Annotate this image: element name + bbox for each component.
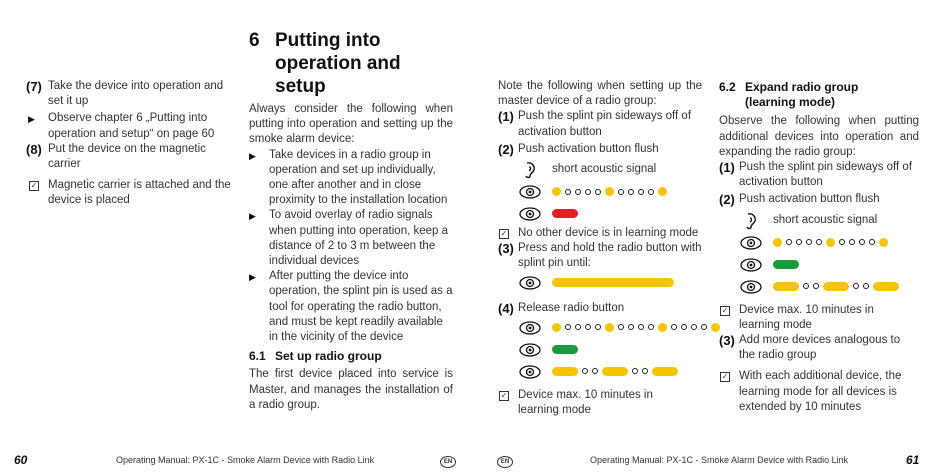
- led-green-bar: [552, 345, 578, 354]
- eye-icon: [739, 256, 763, 274]
- section-text: The first device placed into service is Master, and manages the installation of a radio group.: [249, 368, 453, 411]
- led-pattern-row: [719, 233, 919, 255]
- led-pattern: [552, 278, 674, 287]
- led-flash: [658, 323, 667, 332]
- led-pattern: [552, 187, 667, 196]
- led-pattern-row: [719, 277, 919, 299]
- led-yellow-bar: [602, 367, 628, 376]
- step-number: (3): [719, 333, 735, 349]
- led-flash: [552, 323, 561, 332]
- eye-icon: [739, 234, 763, 252]
- led-yellow-bar: [652, 367, 678, 376]
- chapter-intro: Always consider the following when putting into operation and setting up the smoke alarm device:: [249, 103, 453, 146]
- section-heading: [719, 80, 919, 110]
- led-pause: [803, 283, 809, 289]
- led-yellow-bar: [552, 278, 674, 287]
- eye-icon: [518, 341, 542, 359]
- language-badge-right: EN: [497, 456, 513, 468]
- led-flash: [605, 323, 614, 332]
- bullet-item: [28, 111, 233, 141]
- led-pause: [618, 189, 624, 195]
- led-pattern-row: [498, 182, 702, 204]
- led-pause: [638, 189, 644, 195]
- led-pause: [592, 368, 598, 374]
- step-3: [498, 241, 702, 271]
- checkbox-icon: ✓: [721, 372, 729, 382]
- step-number: (2): [498, 141, 514, 157]
- led-yellow-bar: [773, 282, 799, 291]
- led-yellow-bar: [823, 282, 849, 291]
- led-yellow-bar: [873, 282, 899, 291]
- ear-icon: [739, 212, 763, 230]
- eye-icon: [518, 363, 542, 381]
- step-number: (4): [498, 300, 514, 316]
- check-text: Device max. 10 minutes in learning mode: [518, 388, 653, 417]
- step-number: (1): [498, 109, 514, 125]
- check-item: [719, 369, 919, 415]
- eye-icon: [518, 274, 542, 292]
- step-text: Push activation button flush: [739, 193, 880, 206]
- led-pause: [585, 189, 591, 195]
- check-item: [28, 178, 233, 208]
- step-text: Put the device on the magnetic carrier: [48, 142, 206, 171]
- step-number: (7): [26, 79, 42, 94]
- led-pause: [681, 324, 687, 330]
- checkbox-icon: ✓: [721, 305, 729, 315]
- step-4: [498, 301, 702, 316]
- led-pattern: [773, 238, 888, 247]
- led-pause: [853, 283, 859, 289]
- led-pause: [648, 189, 654, 195]
- led-pause: [595, 189, 601, 195]
- checkbox-icon: ✓: [30, 181, 38, 191]
- section-number: 6.2: [719, 80, 736, 94]
- led-pause: [701, 324, 707, 330]
- section-heading: [249, 349, 453, 364]
- check-text: Magnetic carrier is attached and the device is placed: [48, 179, 231, 207]
- check-text: Device max. 10 minutes in learning mode: [739, 303, 874, 331]
- led-pause: [575, 189, 581, 195]
- step-3: [719, 333, 919, 363]
- led-pattern-row: [498, 362, 702, 384]
- right-column-2: [719, 80, 919, 415]
- led-pause: [632, 368, 638, 374]
- step-2: [719, 192, 919, 207]
- led-pause: [638, 324, 644, 330]
- led-pattern-row: [498, 340, 702, 362]
- eye-icon: [518, 205, 542, 223]
- footer-text-right: Operating Manual: PX-1C - Smoke Alarm Device with Radio Link: [590, 455, 849, 465]
- check-item: [498, 388, 702, 418]
- eye-icon: [518, 319, 542, 337]
- check-item: [498, 226, 702, 241]
- step-text: Add more devices analogous to the radio group: [739, 334, 901, 362]
- intro-text: Note the following when setting up the master device of a radio group:: [498, 80, 702, 108]
- led-pattern-row: [498, 273, 702, 295]
- ear-icon: [518, 161, 542, 179]
- led-pause: [565, 324, 571, 330]
- led-pause: [806, 239, 812, 245]
- step-2: [498, 142, 702, 157]
- intro-text: Observe the following when putting additional devices into operation and expanding the radio group:: [719, 115, 919, 158]
- led-pause: [628, 324, 634, 330]
- led-pause: [618, 324, 624, 330]
- check-item: [719, 303, 919, 333]
- step-text: Press and hold the radio button with splint pin until:: [518, 242, 702, 270]
- section-title-line2: (learning mode): [745, 95, 836, 110]
- checkbox-icon: ✓: [500, 229, 508, 239]
- chapter-heading: [249, 29, 453, 98]
- led-pause: [849, 239, 855, 245]
- step-text: Push activation button flush: [518, 142, 659, 155]
- led-pause: [648, 324, 654, 330]
- step-1: [719, 160, 919, 190]
- section-title-line1: Expand radio group: [745, 80, 859, 94]
- signal-text: short acoustic signal: [773, 213, 878, 226]
- left-column-2: [249, 29, 453, 413]
- led-pause: [595, 324, 601, 330]
- bullet-item: [249, 208, 453, 269]
- led-flash: [879, 238, 888, 247]
- step-number: (1): [719, 160, 735, 176]
- triangle-bullet-icon: ▶: [249, 272, 256, 283]
- led-pattern: [552, 345, 578, 354]
- led-pattern-row: [719, 255, 919, 277]
- triangle-bullet-icon: ▶: [28, 114, 35, 125]
- chapter-title-line1: Putting into: [275, 30, 381, 51]
- eye-icon: [739, 278, 763, 296]
- led-flash: [773, 238, 782, 247]
- led-pattern: [552, 323, 720, 332]
- led-green-bar: [773, 260, 799, 269]
- bullet-item: [249, 148, 453, 209]
- led-pause: [839, 239, 845, 245]
- chapter-title-line2: operation and setup: [275, 53, 401, 97]
- led-pause: [575, 324, 581, 330]
- led-pattern: [773, 260, 799, 269]
- led-pause: [691, 324, 697, 330]
- led-pause: [582, 368, 588, 374]
- footer-text-left: Operating Manual: PX-1C - Smoke Alarm Device with Radio Link: [116, 455, 375, 465]
- led-pause: [863, 283, 869, 289]
- eye-icon: [518, 183, 542, 201]
- led-flash: [826, 238, 835, 247]
- led-red-bar: [552, 209, 578, 218]
- step-number: (2): [719, 192, 735, 208]
- step-8: [28, 142, 233, 172]
- led-pause: [642, 368, 648, 374]
- led-flash: [605, 187, 614, 196]
- led-flash: [552, 187, 561, 196]
- step-text: Release radio button: [518, 301, 625, 314]
- signal-text: short acoustic signal: [552, 163, 657, 176]
- led-pause: [796, 239, 802, 245]
- step-number: (8): [26, 141, 42, 157]
- section-title: Set up radio group: [275, 349, 382, 364]
- bullet-text: Take devices in a radio group in operation and set up individually, one after another and in close proximity to the installation location: [269, 148, 448, 207]
- check-text: No other device is in learning mode: [518, 227, 699, 240]
- led-pause: [565, 189, 571, 195]
- led-pause: [585, 324, 591, 330]
- led-pause: [869, 239, 875, 245]
- step-number: (3): [498, 241, 514, 257]
- led-pattern: [552, 209, 578, 218]
- led-yellow-bar: [552, 367, 578, 376]
- led-pause: [786, 239, 792, 245]
- led-pattern: [773, 282, 899, 291]
- led-pause: [859, 239, 865, 245]
- step-1: [498, 109, 702, 139]
- left-column-1: [28, 79, 233, 209]
- right-column-1: [498, 79, 702, 418]
- triangle-bullet-icon: ▶: [249, 211, 256, 222]
- led-pattern-row: [498, 204, 702, 226]
- page-number-left: 60: [14, 453, 28, 467]
- check-text: With each additional device, the learning mode for all devices is extended by 10 minutes: [739, 370, 902, 413]
- section-number: 6.1: [249, 349, 266, 364]
- checkbox-icon: ✓: [500, 390, 508, 400]
- step-text: Push the splint pin sideways off of activation button: [518, 110, 692, 138]
- triangle-bullet-icon: ▶: [249, 150, 256, 161]
- page-number-right: 61: [906, 453, 920, 467]
- led-pause: [816, 239, 822, 245]
- bullet-text: After putting the device into operation, the splint pin is used as a tool for operating the radio button, and must be kept readily available in the vicinity of the device: [269, 270, 453, 344]
- acoustic-signal-row: [498, 160, 702, 182]
- bullet-text: Observe chapter 6 „Putting into operation and setup“ on page 60: [48, 112, 215, 140]
- step-text: Take the device into operation and set it up: [48, 80, 224, 108]
- led-pause: [628, 189, 634, 195]
- bullet-text: To avoid overlay of radio signals when putting into operation, keep a distance of 2 to 3 m between the individual devices: [269, 209, 449, 268]
- led-pause: [813, 283, 819, 289]
- acoustic-signal-row: [719, 211, 919, 233]
- chapter-number: 6: [249, 30, 260, 51]
- led-pattern: [552, 367, 678, 376]
- step-7: [28, 79, 233, 109]
- led-pattern-row: [498, 318, 702, 340]
- bullet-item: [249, 269, 453, 345]
- led-pause: [671, 324, 677, 330]
- led-flash: [658, 187, 667, 196]
- step-text: Push the splint pin sideways off of activation button: [739, 161, 913, 189]
- language-badge-left: EN: [440, 456, 456, 468]
